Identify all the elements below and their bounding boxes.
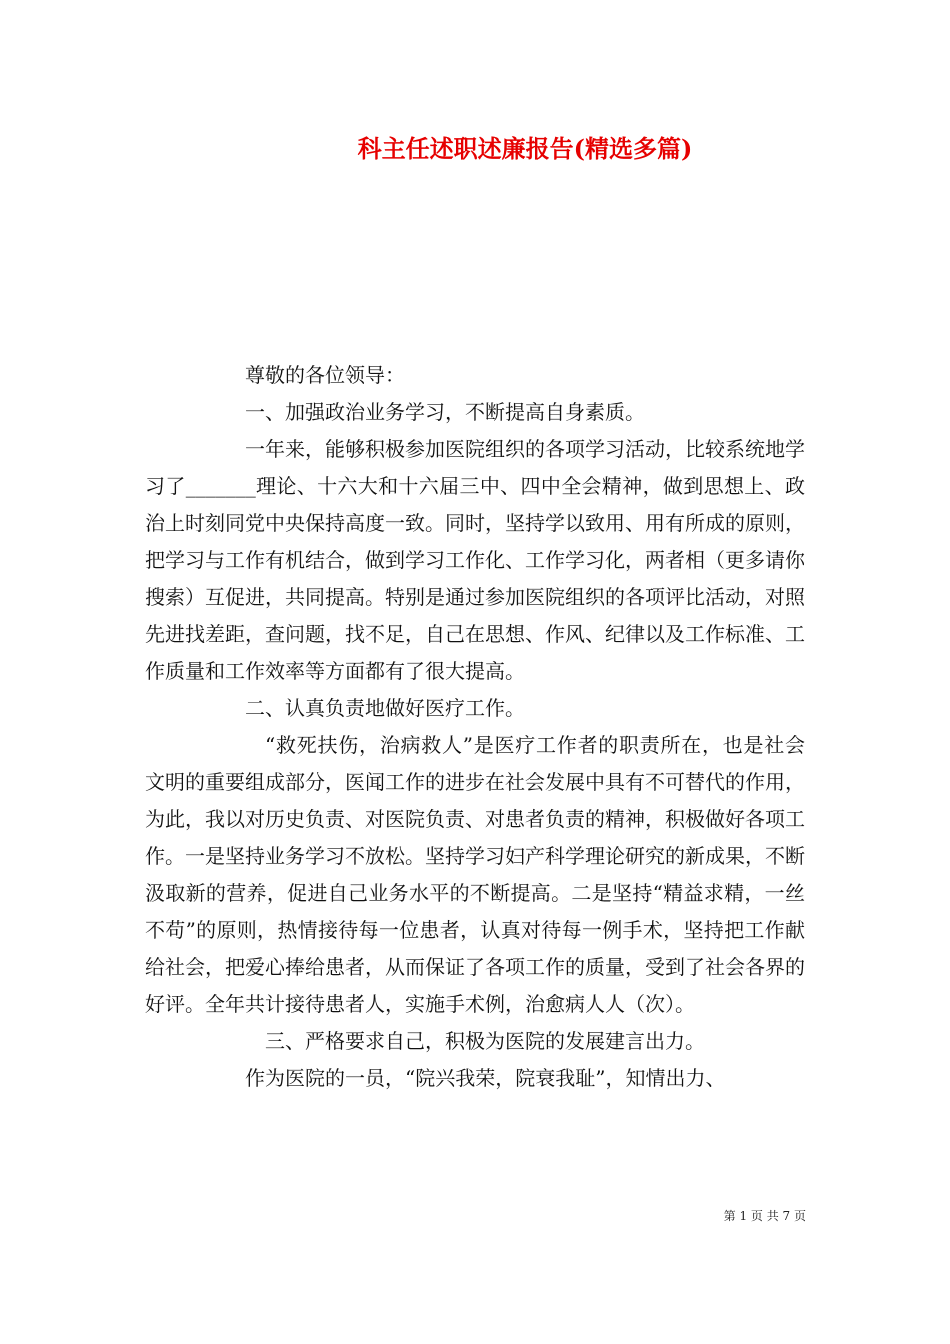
paragraph-2: “救死扶伤，治病救人”是医疗工作者的职责所在，也是社会文明的重要组成部分，医闻工作的进步在社会发展中具有不可替代的作用，为此，我以对历史负责、对医院负责、对患者负责的精神，积极做好各项工作。一是坚持业务学习不放松。坚持学习妇产科学理论研究的新成果，不断汲取新的营养，促进自己业务水平的不断提高。二是坚持“精益求精，一丝不苟”的原则，热情接待每一位患者，认真对待每一例手术，坚持把工作献给社会，把爱心捧给患者，从而保证了各项工作的质量，受到了社会各界的好评。全年共计接待患者人，实施手术例，治愈病人人（次）。 <box>145 733 805 1016</box>
section-heading-1: 一、加强政治业务学习，不断提高自身素质。 <box>245 400 645 424</box>
document-title: 科主任述职述廉报告(精选多篇) <box>357 134 693 163</box>
paragraph-3: 作为医院的一员，“院兴我荣，院衰我耻”，知情出力、 <box>245 1066 726 1090</box>
section-heading-3: 三、严格要求自己，积极为医院的发展建言出力。 <box>265 1029 705 1053</box>
salutation: 尊敬的各位领导： <box>245 363 405 387</box>
page-number: 第 1 页 共 7 页 <box>723 1209 806 1223</box>
paragraph-1: 一年来，能够积极参加医院组织的各项学习活动，比较系统地学习了_______理论、十六大和十六届三中、四中全会精神，做到思想上、政治上时刻同党中央保持高度一致。同时，坚持学以致用、用有所成的原则，把学习与工作有机结合，做到学习工作化、工作学习化，两者相（更多请你搜索）互促进，共同提高。特别是通过参加医院组织的各项评比活动，对照先进找差距，查问题，找不足，自己在思想、作风、纪律以及工作标准、工作质量和工作效率等方面都有了很大提高。 <box>145 437 805 683</box>
document-body <box>145 357 805 1097</box>
section-heading-2: 二、认真负责地做好医疗工作。 <box>245 696 525 720</box>
